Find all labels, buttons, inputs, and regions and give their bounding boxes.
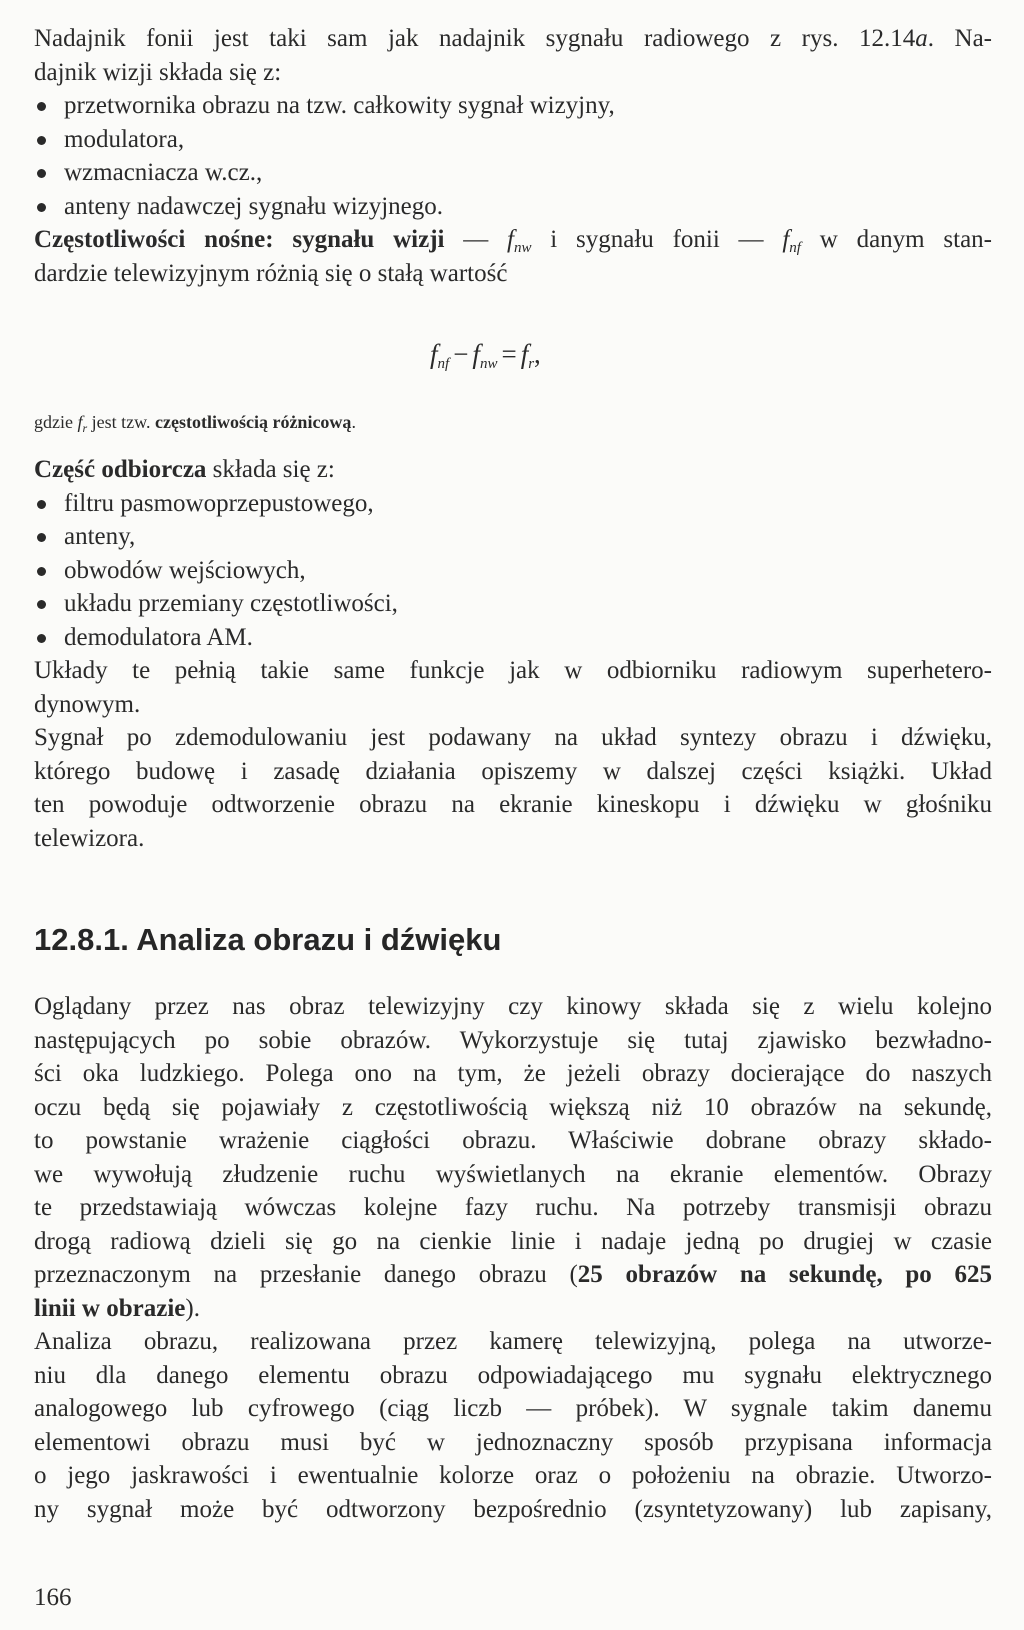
paragraph-line: o jego jaskrawości i ewentualnie kolorze oraz o położeniu na obrazie. Utworzo- (34, 1462, 992, 1489)
list-item: układu przemiany częstotliwości, (34, 587, 992, 621)
paragraph-line: którego budowę i zasadę działania opiszemy w dalszej części książki. Układ (34, 757, 992, 785)
difference-frequency-term: częstotliwością różnicową (155, 412, 352, 432)
receiver-list (34, 487, 992, 655)
list-item: anteny, (34, 520, 992, 554)
paragraph-line: te przedstawiają wówczas kolejne fazy ruchu. Na potrzeby transmisji obrazu (34, 1194, 992, 1221)
page-number: 166 (34, 1584, 72, 1611)
note-text: gdzie (34, 412, 78, 432)
transmitter-block (34, 22, 992, 290)
subscript-nf: nf (789, 240, 801, 256)
list-item: obwodów wejściowych, (34, 554, 992, 588)
paragraph-line (34, 1292, 992, 1326)
paragraph-line: Analiza obrazu, realizowana przez kamerę telewizyjną, polega na utworze- (34, 1328, 992, 1355)
equals-sign: = (501, 339, 517, 369)
paragraph-text: przeznaczonym na przesłanie danego obrazu ( (34, 1261, 578, 1288)
paragraph-line: telewizora. (34, 824, 145, 852)
paragraph-line: ny sygnał może być odtworzony bezpośrednio (zsyntetyzowany) lub zapisany, (34, 1495, 992, 1523)
paragraph-line: oczu będą się pojawiały z częstotliwością większą niż 10 obrazów na sekundę, (34, 1093, 992, 1121)
list-item: wzmacniacza w.cz., (34, 156, 992, 190)
comma: , (534, 339, 541, 369)
frame-rate-emphasis: 25 obrazów na sekundę, po 625 (577, 1261, 992, 1288)
paragraph-line: następujących po sobie obrazów. Wykorzystuje się tutaj zjawisko bezwładno- (34, 1026, 992, 1054)
carrier-freq-line-1 (34, 223, 992, 257)
receiver-block (34, 453, 992, 855)
symbol-f: f (520, 339, 529, 369)
paragraph-text-end: ). (185, 1294, 200, 1322)
transmitter-list (34, 89, 992, 223)
list-item: przetwornika obrazu na tzw. całkowity sygnał wizyjny, (34, 89, 992, 123)
paragraph-line: Układy te pełnią takie same funkcje jak w odbiorniku radiowym superhetero- (34, 657, 992, 684)
dash: — (444, 226, 508, 253)
formula-note (34, 410, 356, 434)
paragraph-line: ten powoduje odtworzenie obrazu na ekranie kineskopu i dźwięku w głośniku (34, 791, 992, 818)
carrier-freq-line-2: dardzie telewizyjnym różnią się o stałą wartość (34, 259, 508, 287)
intro-text: Nadajnik fonii jest taki sam jak nadajnik sygnału radiowego z rys. 12.14 (34, 25, 916, 52)
difference-frequency-formula (430, 339, 541, 370)
paragraph-line: elementowi obrazu musi być w jednoznaczny sposób przypisana informacja (34, 1428, 992, 1456)
subscript-r: r (528, 356, 535, 372)
minus-sign: − (453, 339, 469, 369)
symbol-f: f (507, 226, 514, 253)
note-text-end: . (351, 412, 356, 432)
freq-text-end: w danym stan- (800, 226, 992, 253)
paragraph-line: Oglądany przez nas obraz telewizyjny czy kinowy składa się z wielu kolejno (34, 993, 992, 1020)
section-heading: 12.8.1. Analiza obrazu i dźwięku (34, 922, 502, 957)
analysis-block (34, 990, 992, 1526)
subscript-nw: nw (479, 356, 498, 372)
intro-line-2: dajnik wizji składa się z: (34, 58, 282, 86)
subscript-nf: nf (437, 356, 450, 372)
list-item: filtru pasmowoprzepustowego, (34, 487, 992, 521)
freq-text: i sygnału fonii — (531, 226, 783, 253)
figure-letter: a (915, 25, 928, 52)
paragraph-line: to powstanie wrażenie ciągłości obrazu. Właściwie dobrane obrazy składo- (34, 1127, 992, 1154)
symbol-f: f (430, 339, 438, 369)
paragraph-line: Sygnał po zdemodulowaniu jest podawany na układ syntezy obrazu i dźwięku, (34, 724, 992, 751)
receiver-text: składa się z: (206, 456, 335, 483)
paragraph-line: analogowego lub cyfrowego (ciąg liczb — próbek). W sygnale takim danemu (34, 1395, 992, 1422)
subscript-r: r (82, 421, 88, 435)
paragraph-line: drogą radiową dzieli się go na cienkie linie i nadaje jedną po drugiej w czasie (34, 1227, 992, 1255)
paragraph-line: we wywołują złudzenie ruchu wyświetlanych na ekranie elementów. Obrazy (34, 1160, 992, 1188)
receiver-term: Część odbiorcza (34, 456, 207, 483)
symbol-f: f (782, 226, 790, 253)
paragraph-line: dynowym. (34, 690, 141, 718)
symbol-f: f (472, 339, 480, 369)
receiver-heading-line (34, 453, 992, 487)
subscript-nw: nw (514, 240, 532, 256)
intro-text-end: . Na- (927, 25, 992, 52)
note-text: jest tzw. (87, 412, 155, 432)
carrier-freq-term: Częstotliwości nośne: sygnału wizji (34, 226, 445, 253)
symbol-f: f (77, 412, 83, 432)
lines-emphasis: linii w obrazie (34, 1294, 186, 1322)
list-item: demodulatora AM. (34, 621, 992, 655)
paragraph-line (34, 1258, 992, 1292)
intro-line-1 (34, 22, 992, 56)
paragraph-line: niu dla danego elementu obrazu odpowiadającego mu sygnału elektrycznego (34, 1361, 992, 1389)
list-item: anteny nadawczej sygnału wizyjnego. (34, 190, 992, 224)
paragraph-line: ści oka ludzkiego. Polega ono na tym, że jeżeli obrazy docierające do naszych (34, 1060, 992, 1087)
list-item: modulatora, (34, 123, 992, 157)
